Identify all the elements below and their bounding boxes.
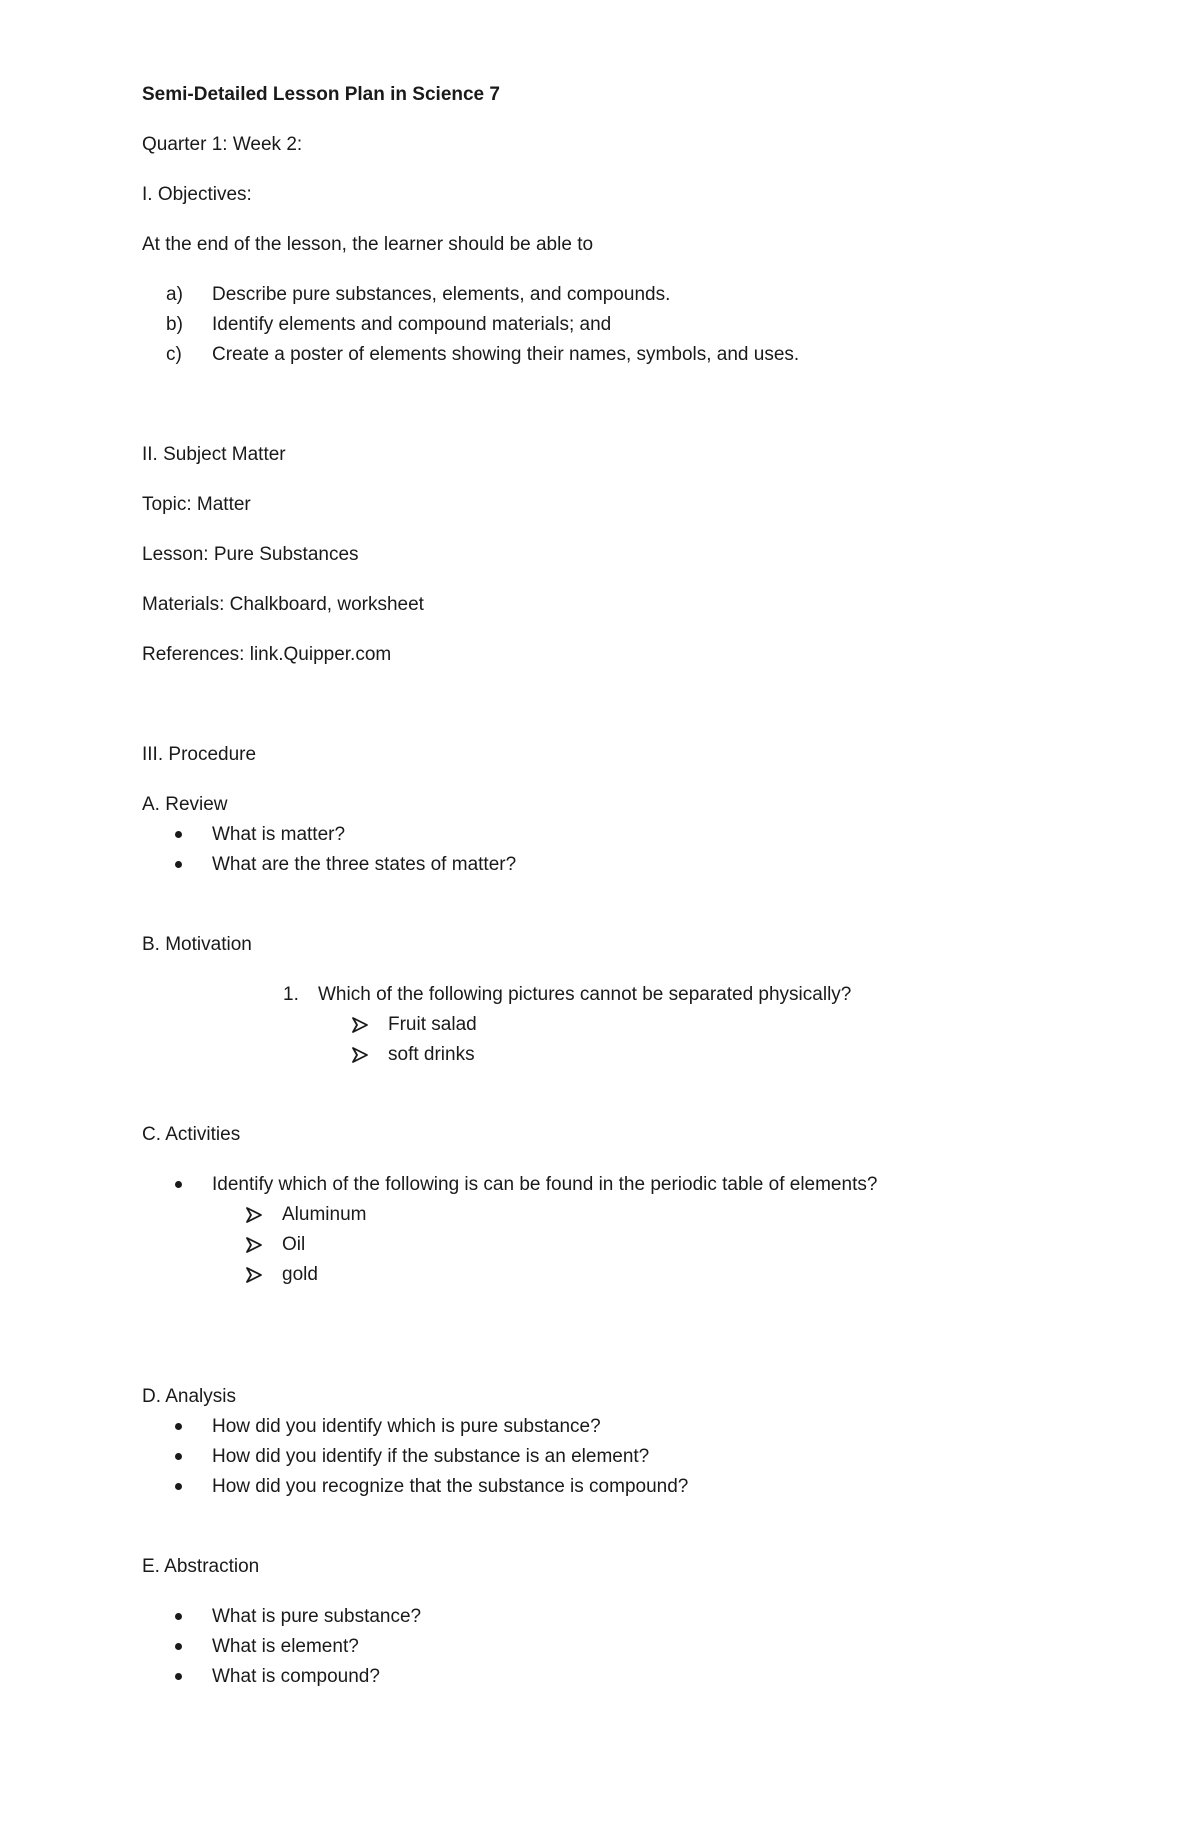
objective-text: Identify elements and compound materials; and (212, 314, 612, 335)
bullet-icon (175, 1423, 182, 1430)
bullet-icon (175, 1181, 182, 1188)
arrow-bullet-icon (246, 1267, 262, 1283)
arrow-bullet-icon (352, 1017, 368, 1033)
objectives-heading: I. Objectives: (142, 184, 252, 205)
list-item-text: gold (282, 1264, 318, 1285)
bullet-icon (175, 1453, 182, 1460)
procedure-heading: III. Procedure (142, 744, 257, 765)
list-item-text: Fruit salad (388, 1014, 477, 1035)
bullet-icon (175, 1673, 182, 1680)
list-item-text: What are the three states of matter? (212, 854, 517, 875)
document-title: Semi-Detailed Lesson Plan in Science 7 (142, 84, 500, 105)
arrow-bullet-icon (246, 1237, 262, 1253)
list-item-text: What is element? (212, 1636, 359, 1657)
list-item-text: Oil (282, 1234, 306, 1255)
objective-marker: c) (166, 344, 182, 365)
list-item-text: How did you identify if the substance is an element? (212, 1446, 650, 1467)
lesson-line: Lesson: Pure Substances (142, 544, 359, 565)
bullet-icon (175, 1643, 182, 1650)
subject-matter-heading: II. Subject Matter (142, 444, 286, 465)
analysis-heading: D. Analysis (142, 1386, 236, 1407)
list-item-text: How did you identify which is pure substance? (212, 1416, 601, 1437)
objective-marker: a) (166, 284, 183, 305)
question-text: Which of the following pictures cannot be separated physically? (318, 984, 852, 1005)
list-item-text: Aluminum (282, 1204, 367, 1225)
arrow-bullet-icon (352, 1047, 368, 1063)
topic-line: Topic: Matter (142, 494, 251, 515)
list-item-text: What is matter? (212, 824, 346, 845)
materials-line: Materials: Chalkboard, worksheet (142, 594, 424, 615)
objective-marker: b) (166, 314, 183, 335)
arrow-bullet-icon (246, 1207, 262, 1223)
bullet-icon (175, 861, 182, 868)
bullet-icon (175, 831, 182, 838)
abstraction-heading: E. Abstraction (142, 1556, 260, 1577)
review-heading: A. Review (142, 794, 228, 815)
list-item-text: How did you recognize that the substance is compound? (212, 1476, 689, 1497)
motivation-heading: B. Motivation (142, 934, 252, 955)
list-item-text: What is compound? (212, 1666, 380, 1687)
activities-prompt-text: Identify which of the following is can be found in the periodic table of elements? (212, 1174, 878, 1195)
bullet-icon (175, 1483, 182, 1490)
references-line: References: link.Quipper.com (142, 644, 392, 665)
bullet-icon (175, 1613, 182, 1620)
objectives-intro: At the end of the lesson, the learner should be able to (142, 234, 594, 255)
question-marker: 1. (283, 984, 299, 1005)
activities-heading: C. Activities (142, 1124, 241, 1145)
objective-text: Create a poster of elements showing their names, symbols, and uses. (212, 344, 800, 365)
objective-text: Describe pure substances, elements, and compounds. (212, 284, 671, 305)
quarter-week: Quarter 1: Week 2: (142, 134, 303, 155)
list-item-text: soft drinks (388, 1044, 475, 1065)
list-item-text: What is pure substance? (212, 1606, 422, 1627)
